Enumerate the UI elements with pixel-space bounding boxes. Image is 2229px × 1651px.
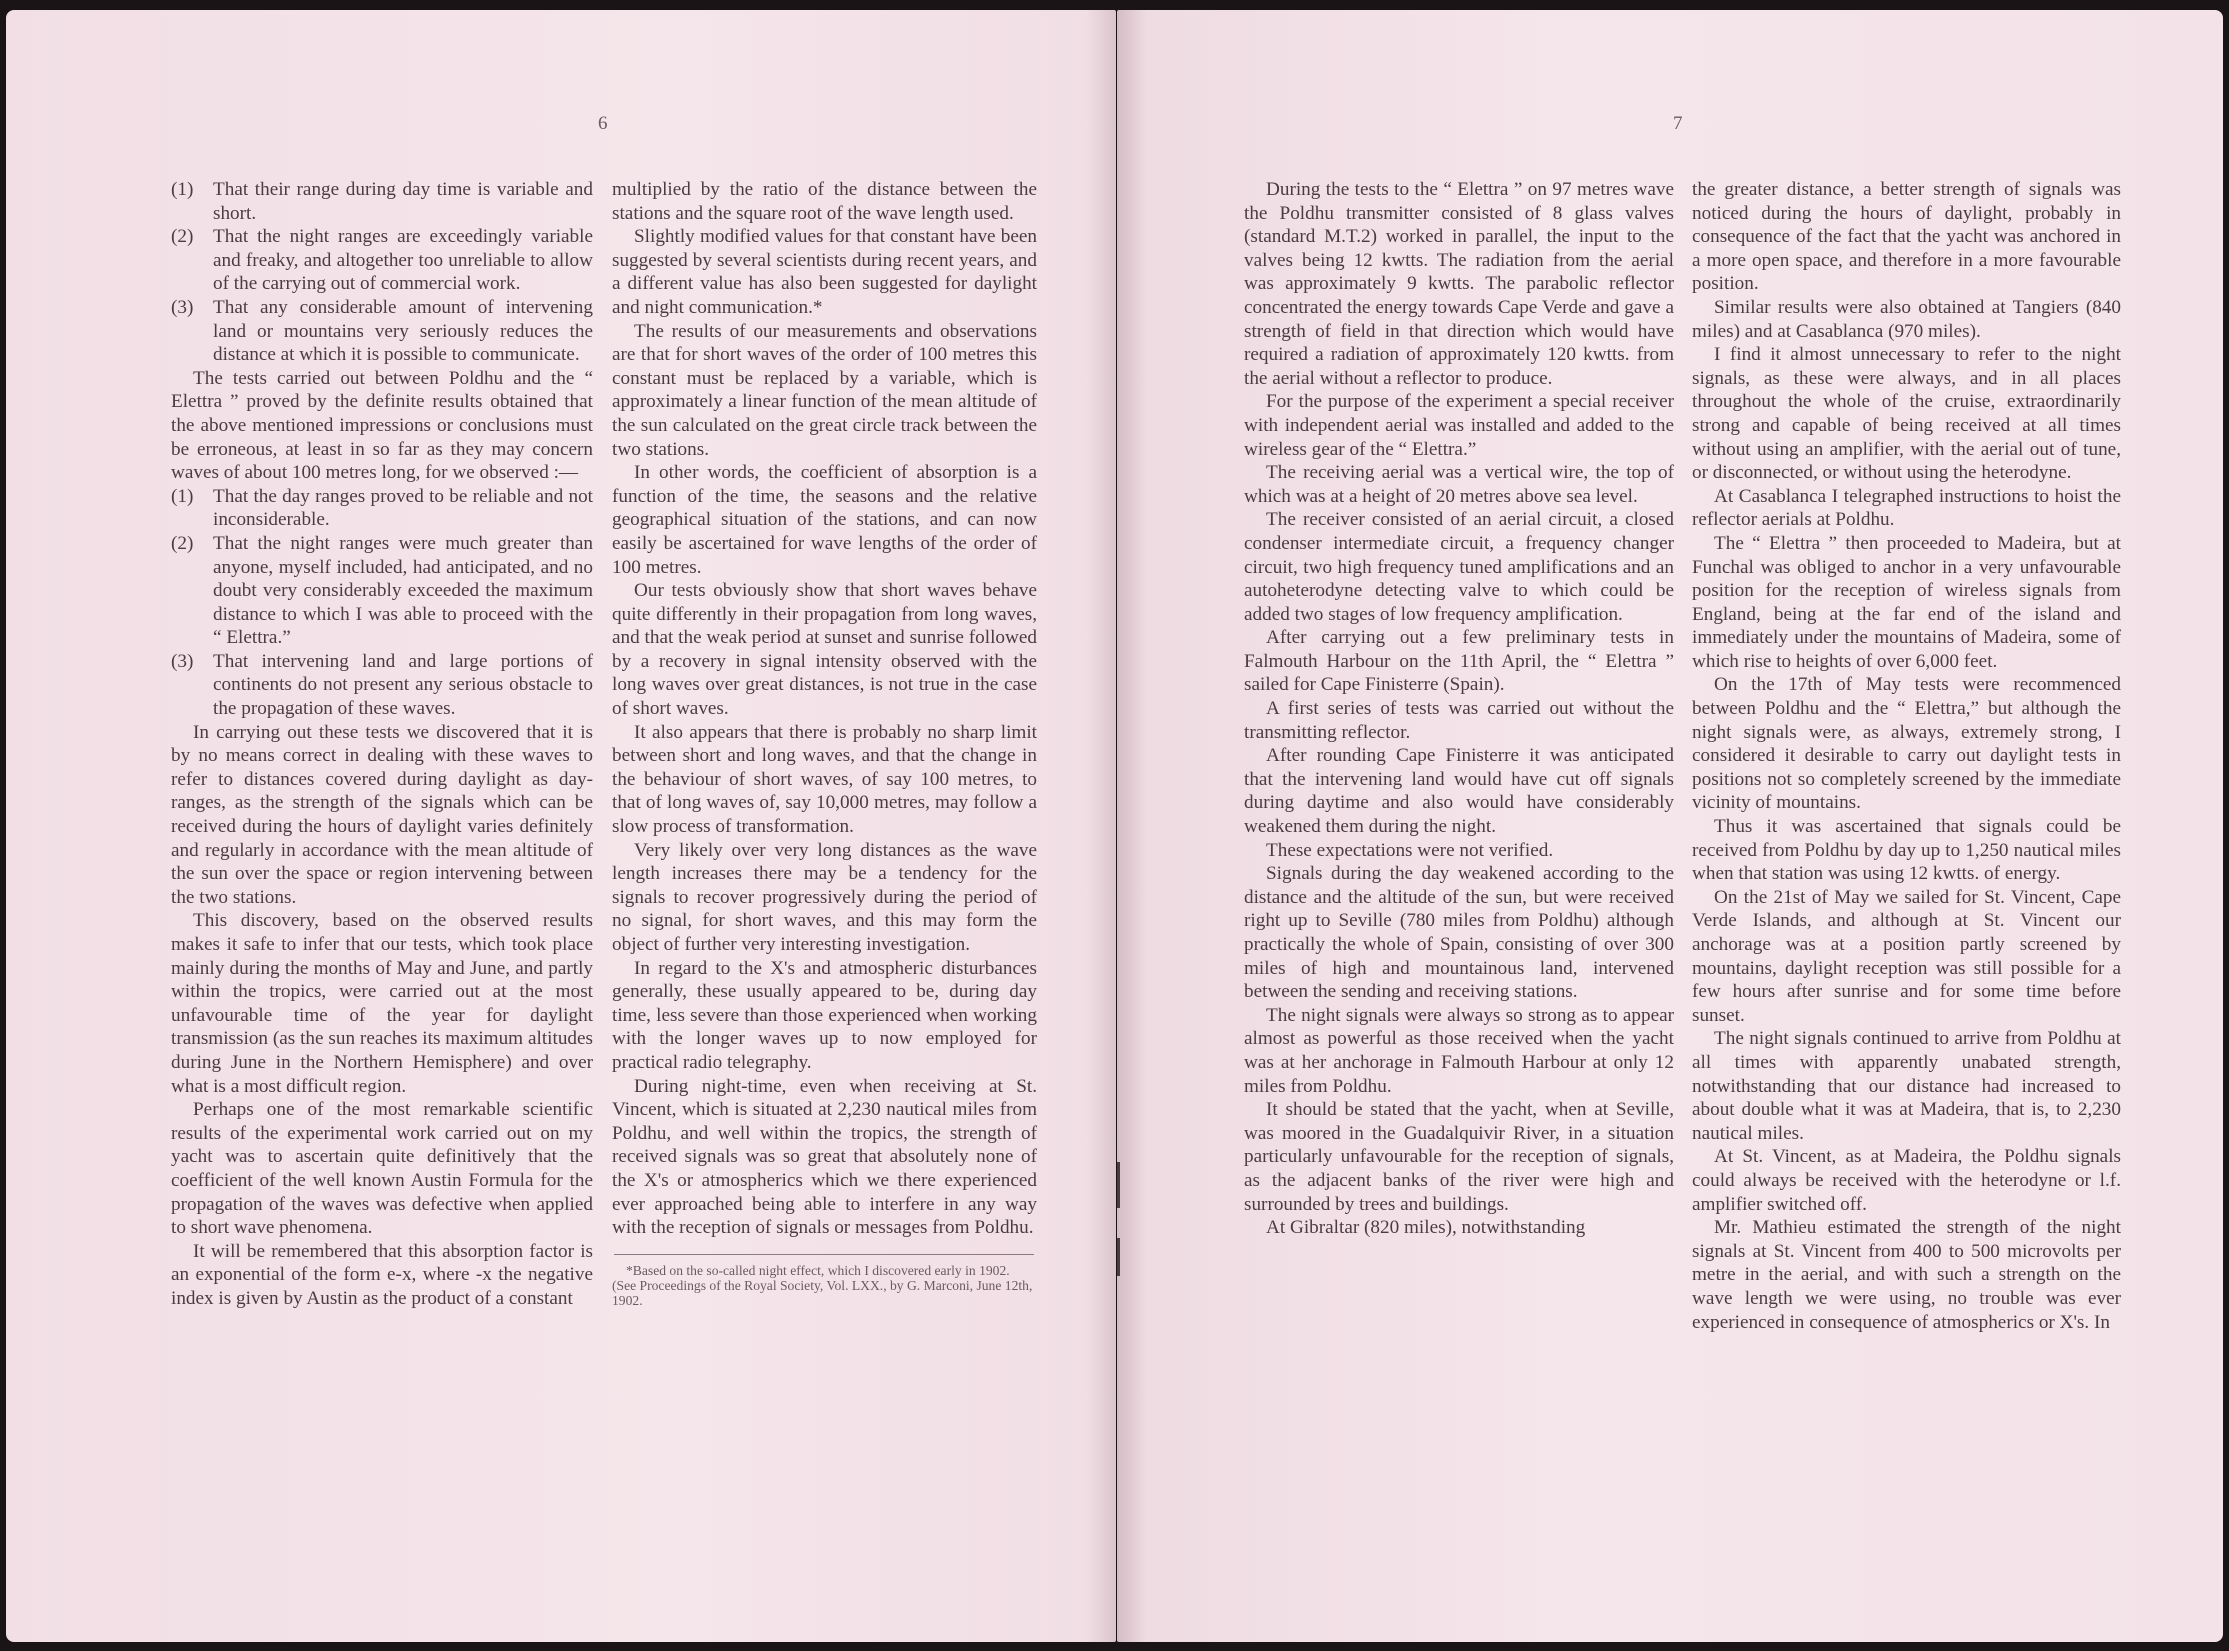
paragraph: During night-time, even when receiving at St. Vincent, which is situated at 2,230 nautical miles from Poldhu, and well within the tropics, the strength of received signals was so great that absolutely none of the X's or atmospherics which we there experienced ever approached being able to interfere in any way with the reception of signals or messages from Poldhu. [612, 1075, 1037, 1239]
numbered-item [171, 178, 593, 225]
paragraph: The receiving aerial was a vertical wire, the top of which was at a height of 20 metres above sea level. [1244, 462, 1674, 507]
paragraph: A first series of tests was carried out without the transmitting reflector. [1244, 698, 1674, 743]
item-text: That any considerable amount of intervening land or mountains very seriously reduces the distance at which it is possible to communicate. [213, 296, 593, 366]
paragraph: I find it almost unnecessary to refer to the night signals, as these were always, and in all places throughout the whole of the cruise, extraordinarily strong and capable of being received at all times without using an amplifier, with the aerial out of tune, or disconnected, or without using the heterodyne. [1692, 344, 2121, 484]
right-page [1117, 10, 2223, 1642]
paragraph: Signals during the day weakened according to the distance and the altitude of the sun, but were received right up to Seville (780 miles from Poldhu) although practically the whole of Spain, consisting of over 300 miles of high and mountainous land, intervened between the sending and receiving stations. [1244, 863, 1674, 1003]
right-column-1 [1244, 178, 1674, 1240]
page-gutter-shadow [1117, 10, 1147, 1642]
item-text: That the night ranges were much greater than anyone, myself included, had anticipated, and no doubt very considerably exceeded the maximum distance to which I was able to proceed with the “ Elettra.” [213, 532, 593, 649]
item-number: (2) [171, 532, 194, 554]
left-column-2 [612, 178, 1037, 1308]
numbered-item [171, 485, 593, 532]
page-number: 6 [598, 113, 608, 134]
paragraph: After carrying out a few preliminary tests in Falmouth Harbour on the 11th April, the “ Elettra ” sailed for Cape Finisterre (Spain). [1244, 627, 1674, 696]
paragraph: Very likely over very long distances as the wave length increases there may be a tendency for the signals to recover progressively during the period of no signal, for short waves, and this may form the object of further very interesting investigation. [612, 839, 1037, 955]
item-text: That their range during day time is variable and short. [213, 179, 593, 224]
left-column-1 [171, 178, 593, 1311]
paragraph: Thus it was ascertained that signals could be received from Poldhu by day up to 1,250 nautical miles when that station was using 12 kwtts. of energy. [1692, 816, 2121, 885]
paragraph: It should be stated that the yacht, when at Seville, was moored in the Guadalquivir River, in a situation particularly unfavourable for the reception of signals, as the adjacent banks of the river were high and surrounded by trees and buildings. [1244, 1099, 1674, 1215]
right-column-2 [1692, 178, 2121, 1334]
paragraph: The results of our measurements and observations are that for short waves of the order of 100 metres this constant must be replaced by a variable, which is approximately a linear function of the mean altitude of the sun calculated on the great circle track between the two stations. [612, 320, 1037, 460]
binding-staple-mark [1117, 1162, 1120, 1208]
paragraph: Mr. Mathieu estimated the strength of the night signals at St. Vincent from 400 to 500 microvolts per metre in the aerial, and with such a strength on the wave length we were using, no trouble was ever experienced in consequence of atmospherics or X's. In [1692, 1217, 2121, 1333]
paragraph: multiplied by the ratio of the distance between the stations and the square root of the wave length used. [612, 179, 1037, 224]
paragraph: Our tests obviously show that short waves behave quite differently in their propagation from long waves, and that the weak period at sunset and sunrise followed by a recovery in signal intensity observed with the long waves over great distances, is not true in the case of short waves. [612, 580, 1037, 720]
page-gutter-shadow [1086, 10, 1116, 1642]
paragraph: It also appears that there is probably no sharp limit between short and long waves, and that the change in the behaviour of short waves, of say 100 metres, to that of long waves of, say 10,000 metres, may follow a slow process of transformation. [612, 721, 1037, 838]
paragraph: In carrying out these tests we discovered that it is by no means correct in dealing with these waves to refer to distances covered during daylight as day-ranges, as the strength of the signals which can be received during the hours of daylight varies definitely and regularly in accordance with the mean altitude of the sun over the space or region intervening between the two stations. [171, 721, 593, 908]
numbered-item [171, 225, 593, 296]
paragraph: This discovery, based on the observed results makes it safe to infer that our tests, which took place mainly during the months of May and June, and partly within the tropics, were carried out at the most unfavourable time of the year for daylight transmission (as the sun reaches its maximum altitudes during June in the Northern Hemisphere) and over what is a most difficult region. [171, 910, 593, 1097]
paragraph: Similar results were also obtained at Tangiers (840 miles) and at Casablanca (970 miles). [1692, 296, 2121, 342]
footnote: *Based on the so-called night effect, which I discovered early in 1902. (See Proceedings of the Royal Society, Vol. LXX., by G. Marconi, June 12th, 1902. [612, 1262, 1033, 1308]
paragraph: The “ Elettra ” then proceeded to Madeira, but at Funchal was obliged to anchor in a very unfavourable position for the reception of wireless signals from England, being at the far end of the island and immediately under the mountains of Madeira, some of which rise to heights of over 6,000 feet. [1692, 532, 2121, 672]
paragraph: At Gibraltar (820 miles), notwithstanding [1266, 1217, 1586, 1239]
paragraph: The tests carried out between Poldhu and the “ Elettra ” proved by the definite results obtained that the above mentioned impressions or conclusions must be erroneous, at least in so far as they may concern waves of about 100 metres long, for we observed :— [171, 367, 593, 484]
paragraph: At St. Vincent, as at Madeira, the Poldhu signals could always be received with the heterodyne or l.f. amplifier switched off. [1692, 1146, 2121, 1215]
paragraph: On the 21st of May we sailed for St. Vincent, Cape Verde Islands, and although at St. Vincent our anchorage was at a position partly screened by mountains, daylight reception was still possible for a few hours after sunrise and for some time before sunset. [1692, 886, 2121, 1026]
page-number: 7 [1673, 113, 1683, 134]
paragraph: At Casablanca I telegraphed instructions to hoist the reflector aerials at Poldhu. [1692, 485, 2121, 531]
item-number: (1) [171, 485, 194, 507]
item-number: (2) [171, 226, 194, 248]
paragraph: Perhaps one of the most remarkable scientific results of the experimental work carried out on my yacht was to ascertain quite definitively that the coefficient of the well known Austin Formula for the propagation of the waves was defective when applied to short wave phenomena. [171, 1099, 593, 1239]
item-number: (1) [171, 179, 194, 200]
item-text: That the night ranges are exceedingly variable and freaky, and altogether too unreliable to allow of the carrying out of commercial work. [213, 226, 593, 295]
binding-staple-mark [1117, 1238, 1120, 1276]
item-text: That the day ranges proved to be reliable and not inconsiderable. [213, 485, 593, 531]
paragraph: The night signals were always so strong as to appear almost as powerful as those received when the yacht was at her anchorage in Falmouth Harbour at only 12 miles from Poldhu. [1244, 1004, 1674, 1097]
paragraph: After rounding Cape Finisterre it was anticipated that the intervening land would have cut off signals during daytime and also would have considerably weakened them during the night. [1244, 745, 1674, 838]
numbered-item [171, 650, 593, 721]
paragraph: In other words, the coefficient of absorption is a function of the time, the seasons and the relative geographical situation of the stations, and can now easily be ascertained for wave lengths of the order of 100 metres. [612, 462, 1037, 578]
item-text: That intervening land and large portions of continents do not present any serious obstacle to the propagation of these waves. [213, 650, 593, 720]
left-page [6, 10, 1116, 1642]
paragraph: These expectations were not verified. [1266, 839, 1554, 861]
paragraph: The night signals continued to arrive from Poldhu at all times with apparently unabated strength, notwithstanding that our distance had increased to about double what it was at Madeira, that is, to 2,230 nautical miles. [1692, 1028, 2121, 1144]
footnote-rule [614, 1254, 1034, 1255]
item-number: (3) [171, 650, 194, 672]
paragraph: It will be remembered that this absorption factor is an exponential of the form e-x, where -x the negative index is given by Austin as the product of a constant [171, 1240, 593, 1309]
paragraph: The receiver consisted of an aerial circuit, a closed condenser intermediate circuit, a frequency changer circuit, two high frequency tuned amplifications and an autoheterodyne detecting valve to which could be added two stages of low frequency amplification. [1244, 509, 1674, 625]
item-number: (3) [171, 296, 194, 318]
paragraph: In regard to the X's and atmospheric disturbances generally, these usually appeared to be, during day time, less severe than those experienced when working with the longer waves up to now employed for practical radio telegraphy. [612, 957, 1037, 1073]
paragraph: During the tests to the “ Elettra ” on 97 metres wave the Poldhu transmitter consisted of 8 glass valves (standard M.T.2) worked in parallel, the input to the valves being 12 kwtts. The radiation from the aerial was approximately 9 kwtts. The parabolic reflector concentrated the energy towards Cape Verde and gave a strength of field in that direction which would have required a radiation of approximately 120 kwtts. from the aerial without a reflector to produce. [1244, 179, 1674, 389]
paragraph: Slightly modified values for that constant have been suggested by several scientists during recent years, and a different value has also been suggested for daylight and night communication.* [612, 226, 1037, 318]
numbered-item [171, 296, 593, 367]
paragraph: For the purpose of the experiment a special receiver with independent aerial was installed and added to the wireless gear of the “ Elettra.” [1244, 391, 1674, 460]
paragraph: the greater distance, a better strength of signals was noticed during the hours of daylight, probably in consequence of the fact that the yacht was anchored in a more open space, and therefore in a more favourable position. [1692, 179, 2121, 295]
paragraph: On the 17th of May tests were recommenced between Poldhu and the “ Elettra,” but although the night signals were, as always, extremely strong, I considered it desirable to carry out daylight tests in positions not so completely screened by the immediate vicinity of mountains. [1692, 674, 2121, 814]
numbered-item [171, 532, 593, 650]
